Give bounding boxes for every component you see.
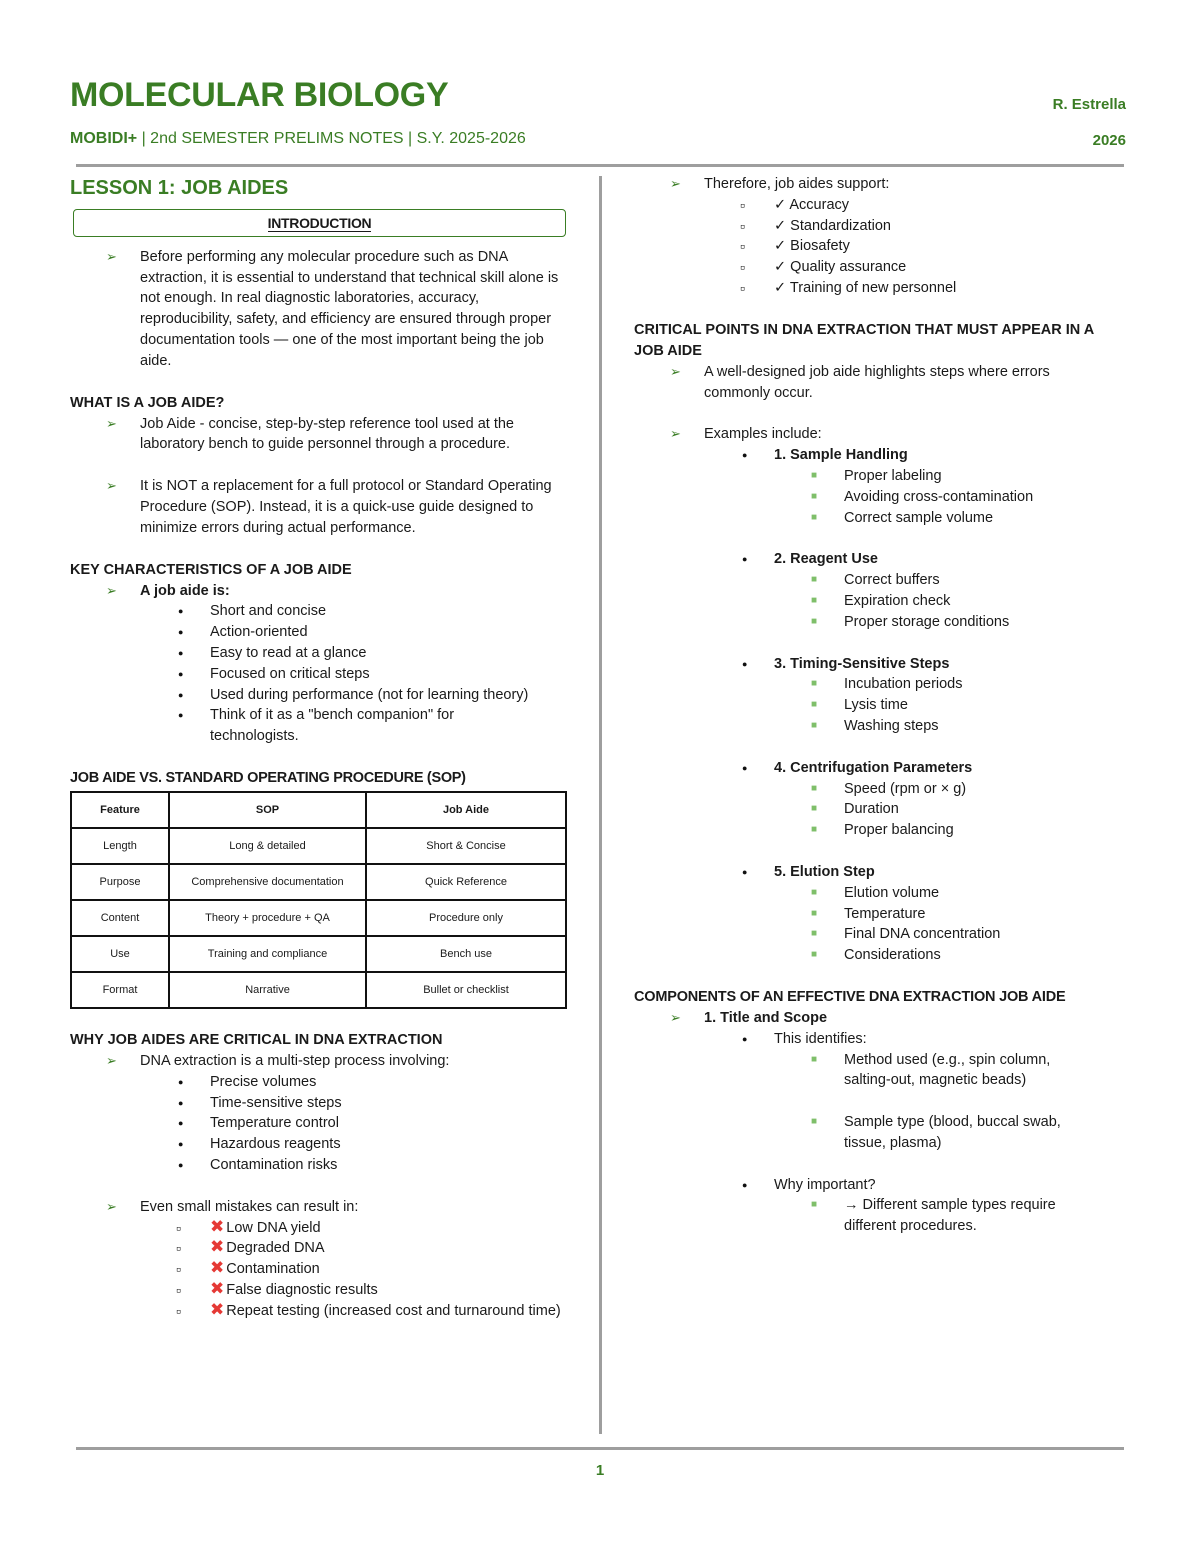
table-cell: Short & Concise	[366, 828, 566, 864]
list-item: ■ Temperature	[774, 904, 1134, 925]
key-lead-text: A job aide is:	[140, 582, 230, 599]
support-lead	[634, 174, 1134, 299]
example-group	[704, 758, 1134, 841]
list-item: ■ Final DNA concentration	[774, 924, 1134, 945]
list-item: ● Contamination risks	[140, 1155, 570, 1176]
table-cell: Length	[71, 828, 169, 864]
list-item	[140, 1301, 570, 1322]
page-title: MOLECULAR BIOLOGY	[70, 76, 449, 114]
list-item: ▫ ✓ Quality assurance	[704, 257, 1134, 278]
section-heading-what: WHAT IS A JOB AIDE?	[70, 394, 225, 411]
identifies-text: This identifies:	[774, 1030, 867, 1047]
why-list	[70, 1051, 570, 1322]
list-item: ■ Elution volume	[774, 883, 1134, 904]
list-item: ● Used during performance (not for learning theory)	[140, 685, 570, 706]
table-cell: Procedure only	[366, 900, 566, 936]
list-item: ■ Incubation periods	[774, 674, 1134, 695]
mistakes-lead	[70, 1197, 570, 1322]
subtitle-rest: | 2nd SEMESTER PRELIMS NOTES | S.Y. 2025-2026	[137, 130, 526, 147]
list-item: ■ Washing steps	[774, 716, 1134, 737]
column-divider	[599, 176, 602, 1434]
list-item: ■ Lysis time	[774, 695, 1134, 716]
page-number: 1	[595, 1462, 605, 1479]
list-item: ● Precise volumes	[140, 1072, 570, 1093]
key-items	[140, 601, 570, 747]
why-important-text: Why important?	[774, 1176, 876, 1193]
table-cell: Theory + procedure + QA	[169, 900, 366, 936]
mistake-text: Degraded DNA	[226, 1240, 325, 1257]
table-row	[71, 900, 566, 936]
support-items	[704, 195, 1134, 299]
table-cell: Comprehensive documentation	[169, 864, 366, 900]
table-row	[71, 828, 566, 864]
list-item	[140, 1280, 570, 1301]
list-item: ▫ ✓ Training of new personnel	[704, 278, 1134, 299]
table-cell: Long & detailed	[169, 828, 366, 864]
table-header-cell: Job Aide	[366, 792, 566, 828]
components-lead	[634, 1008, 1134, 1237]
list-item: ■ Avoiding cross-contamination	[774, 487, 1134, 508]
example-group	[704, 862, 1134, 966]
components-lead-text: 1. Title and Scope	[704, 1009, 828, 1026]
x-mark-icon: ✖	[210, 1258, 225, 1278]
example-group	[704, 549, 1134, 632]
list-item: ● Short and concise	[140, 601, 570, 622]
mistake-text: False diagnostic results	[226, 1281, 378, 1298]
section-heading-components: COMPONENTS OF AN EFFECTIVE DNA EXTRACTION JOB AIDE	[634, 988, 1066, 1005]
mistakes-lead-text: Even small mistakes can result in:	[140, 1198, 359, 1215]
list-item: ■ Proper balancing	[774, 820, 1134, 841]
x-mark-icon: ✖	[210, 1216, 225, 1236]
identifies-item	[704, 1029, 1134, 1154]
table-row	[71, 864, 566, 900]
table-header-row	[71, 792, 566, 828]
why-important-item	[704, 1175, 1134, 1237]
key-lead	[70, 581, 570, 747]
list-item: ■ Proper labeling	[774, 466, 1134, 487]
table-header-cell: SOP	[169, 792, 366, 828]
list-item: ■ → Different sample types require different procedures.	[774, 1195, 1134, 1237]
list-item: ● Focused on critical steps	[140, 664, 570, 685]
examples-lead-text: Examples include:	[704, 426, 822, 443]
subtitle-course: MOBIDI+	[70, 130, 138, 147]
components-items	[704, 1029, 1134, 1237]
lesson-title: LESSON 1: JOB AIDES	[70, 177, 289, 199]
table-cell: Bullet or checklist	[366, 972, 566, 1008]
table-cell: Use	[71, 936, 169, 972]
example-group	[704, 654, 1134, 737]
section-heading-critical: CRITICAL POINTS IN DNA EXTRACTION THAT MUST APPEAR IN A JOB AIDE	[634, 321, 1094, 359]
table-cell: Content	[71, 900, 169, 936]
list-item: ● Hazardous reagents	[140, 1134, 570, 1155]
list-item: ■ Duration	[774, 799, 1134, 820]
support-list	[634, 174, 1134, 299]
left-column	[70, 178, 570, 1322]
list-item	[140, 1218, 570, 1239]
critical-list	[634, 362, 1134, 966]
list-item: ■ Method used (e.g., spin column, salting-out, magnetic beads)	[774, 1050, 1134, 1092]
list-item: ● Temperature control	[140, 1113, 570, 1134]
list-item: ▫ ✓ Biosafety	[704, 236, 1134, 257]
table-cell: Training and compliance	[169, 936, 366, 972]
why-items	[140, 1072, 570, 1176]
section-heading-key: KEY CHARACTERISTICS OF A JOB AIDE	[70, 561, 352, 578]
what-list	[70, 414, 570, 539]
list-item	[140, 1238, 570, 1259]
intro-list	[70, 247, 570, 372]
list-item: ■ Correct sample volume	[774, 508, 1134, 529]
group-items	[774, 779, 1134, 841]
intro-banner	[73, 209, 566, 237]
table-header-cell: Feature	[71, 792, 169, 828]
right-column	[634, 174, 1134, 1237]
intro-point: ➢ Before performing any molecular procedure such as DNA extraction, it is essential to understand that technical skill alone is not enough. In real diagnostic laboratories, accuracy, reproducibility, safety, and efficiency are ensured through proper documentation tools — one of the most important being the job aide.	[70, 247, 570, 372]
x-mark-icon: ✖	[210, 1278, 225, 1298]
table-row	[71, 972, 566, 1008]
list-item: ■ Correct buffers	[774, 570, 1134, 591]
footer-divider	[76, 1447, 1124, 1450]
critical-lead: ➢ A well-designed job aide highlights steps where errors commonly occur.	[634, 362, 1134, 404]
table-cell: Narrative	[169, 972, 366, 1008]
group-title: 5. Elution Step	[774, 863, 875, 880]
components-list	[634, 1008, 1134, 1237]
list-item: ■ Speed (rpm or × g)	[774, 779, 1134, 800]
identifies-items	[774, 1050, 1134, 1154]
why-important-items	[774, 1195, 1134, 1237]
what-point: ➢ It is NOT a replacement for a full protocol or Standard Operating Procedure (SOP). Instead, it is a quick-use guide designed to minimize errors during actual performance.	[70, 476, 570, 538]
group-items	[774, 570, 1134, 632]
mistake-text: Repeat testing (increased cost and turnaround time)	[226, 1302, 561, 1319]
examples-lead	[634, 424, 1134, 966]
list-item: ▫ ✓ Accuracy	[704, 195, 1134, 216]
table-cell: Format	[71, 972, 169, 1008]
list-item: ● Easy to read at a glance	[140, 643, 570, 664]
group-title: 1. Sample Handling	[774, 447, 908, 464]
list-item: ● Action-oriented	[140, 622, 570, 643]
subtitle	[70, 130, 526, 148]
key-list	[70, 581, 570, 747]
intro-label: INTRODUCTION	[267, 214, 372, 231]
list-item	[140, 1259, 570, 1280]
comparison-table	[70, 791, 567, 1009]
x-mark-icon: ✖	[210, 1237, 225, 1257]
table-cell: Bench use	[366, 936, 566, 972]
header-divider	[76, 164, 1124, 167]
mistake-text: Low DNA yield	[226, 1219, 321, 1236]
why-lead-text: DNA extraction is a multi-step process involving:	[140, 1052, 450, 1069]
example-groups	[704, 445, 1134, 966]
list-item: ▫ ✓ Standardization	[704, 216, 1134, 237]
support-lead-text: Therefore, job aides support:	[704, 176, 890, 192]
section-heading-table: JOB AIDE VS. STANDARD OPERATING PROCEDURE (SOP)	[70, 769, 466, 786]
list-item: ■ Sample type (blood, buccal swab, tissue, plasma)	[774, 1112, 1134, 1154]
group-title: 3. Timing-Sensitive Steps	[774, 655, 950, 672]
mistake-items	[140, 1218, 570, 1322]
example-group	[704, 445, 1134, 528]
mistake-text: Contamination	[226, 1261, 320, 1278]
list-item: ■ Expiration check	[774, 591, 1134, 612]
table-cell: Quick Reference	[366, 864, 566, 900]
why-lead	[70, 1051, 570, 1176]
table-cell: Purpose	[71, 864, 169, 900]
what-point: ➢ Job Aide - concise, step-by-step reference tool used at the laboratory bench to guide personnel through a procedure.	[70, 414, 570, 456]
table-row	[71, 936, 566, 972]
group-items	[774, 674, 1134, 736]
group-items	[774, 466, 1134, 528]
author-name: R. Estrella	[1052, 96, 1126, 113]
list-item: ● Time-sensitive steps	[140, 1093, 570, 1114]
list-item: ● Think of it as a "bench companion" for technologists.	[140, 705, 570, 747]
group-title: 2. Reagent Use	[774, 551, 878, 568]
header-year: 2026	[1092, 132, 1126, 149]
group-title: 4. Centrifugation Parameters	[774, 759, 973, 776]
x-mark-icon: ✖	[210, 1299, 225, 1319]
group-items	[774, 883, 1134, 966]
list-item: ■ Proper storage conditions	[774, 612, 1134, 633]
section-heading-why: WHY JOB AIDES ARE CRITICAL IN DNA EXTRACTION	[70, 1031, 443, 1048]
list-item: ■ Considerations	[774, 945, 1134, 966]
